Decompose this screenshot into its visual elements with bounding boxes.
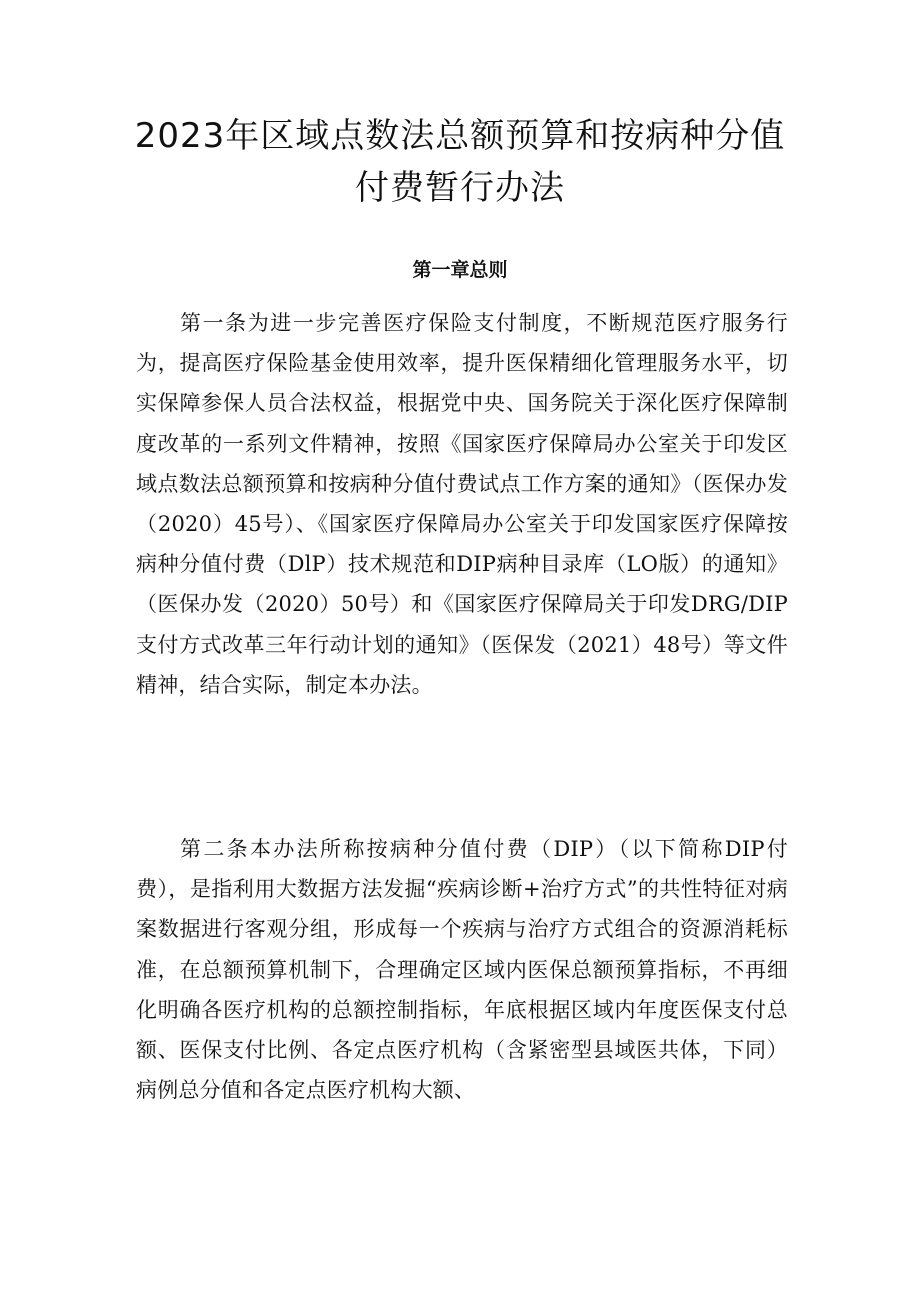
title-line-2: 付费暂行办法 bbox=[355, 168, 565, 208]
document-title bbox=[100, 110, 820, 214]
article-2-paragraph: 第二条本办法所称按病种分值付费（DIP）（以下简称DIP付费），是指利用大数据方法发掘“疾病诊断+治疗方式”的共性特征对病案数据进行客观分组，形成每一个疾病与治疗方式组合的资源消耗标准，在总额预算机制下，合理确定区域内医保总额预算指标，不再细化明确各医疗机构的总额控制指标，年底根据区域内年度医保支付总额、医保支付比例、各定点医疗机构（含紧密型县域医共体，下同）病例总分值和各定点医疗机构大额、 bbox=[136, 837, 788, 1103]
title-line-1: 2023年区域点数法总额预算和按病种分值 bbox=[134, 116, 786, 156]
chapter-heading: 第一章总则 bbox=[412, 259, 508, 281]
article-1-paragraph: 第一条为进一步完善医疗保险支付制度，不断规范医疗服务行为，提高医疗保险基金使用效率，提升医保精细化管理服务水平，切实保障参保人员合法权益，根据党中央、国务院关于深化医疗保障制度改革的一系列文件精神，按照《国家医疗保障局办公室关于印发区域点数法总额预算和按病种分值付费试点工作方案的通知》（医保办发（2020）45号）、《国家医疗保障局办公室关于印发国家医疗保障按病种分值付费（DlP）技术规范和DIP病种目录库（LO版）的通知》（医保办发（2020）50号）和《国家医疗保障局关于印发DRG/DIP支付方式改革三年行动计划的通知》（医保发（2021）48号）等文件精神，结合实际，制定本办法。 bbox=[136, 311, 788, 697]
